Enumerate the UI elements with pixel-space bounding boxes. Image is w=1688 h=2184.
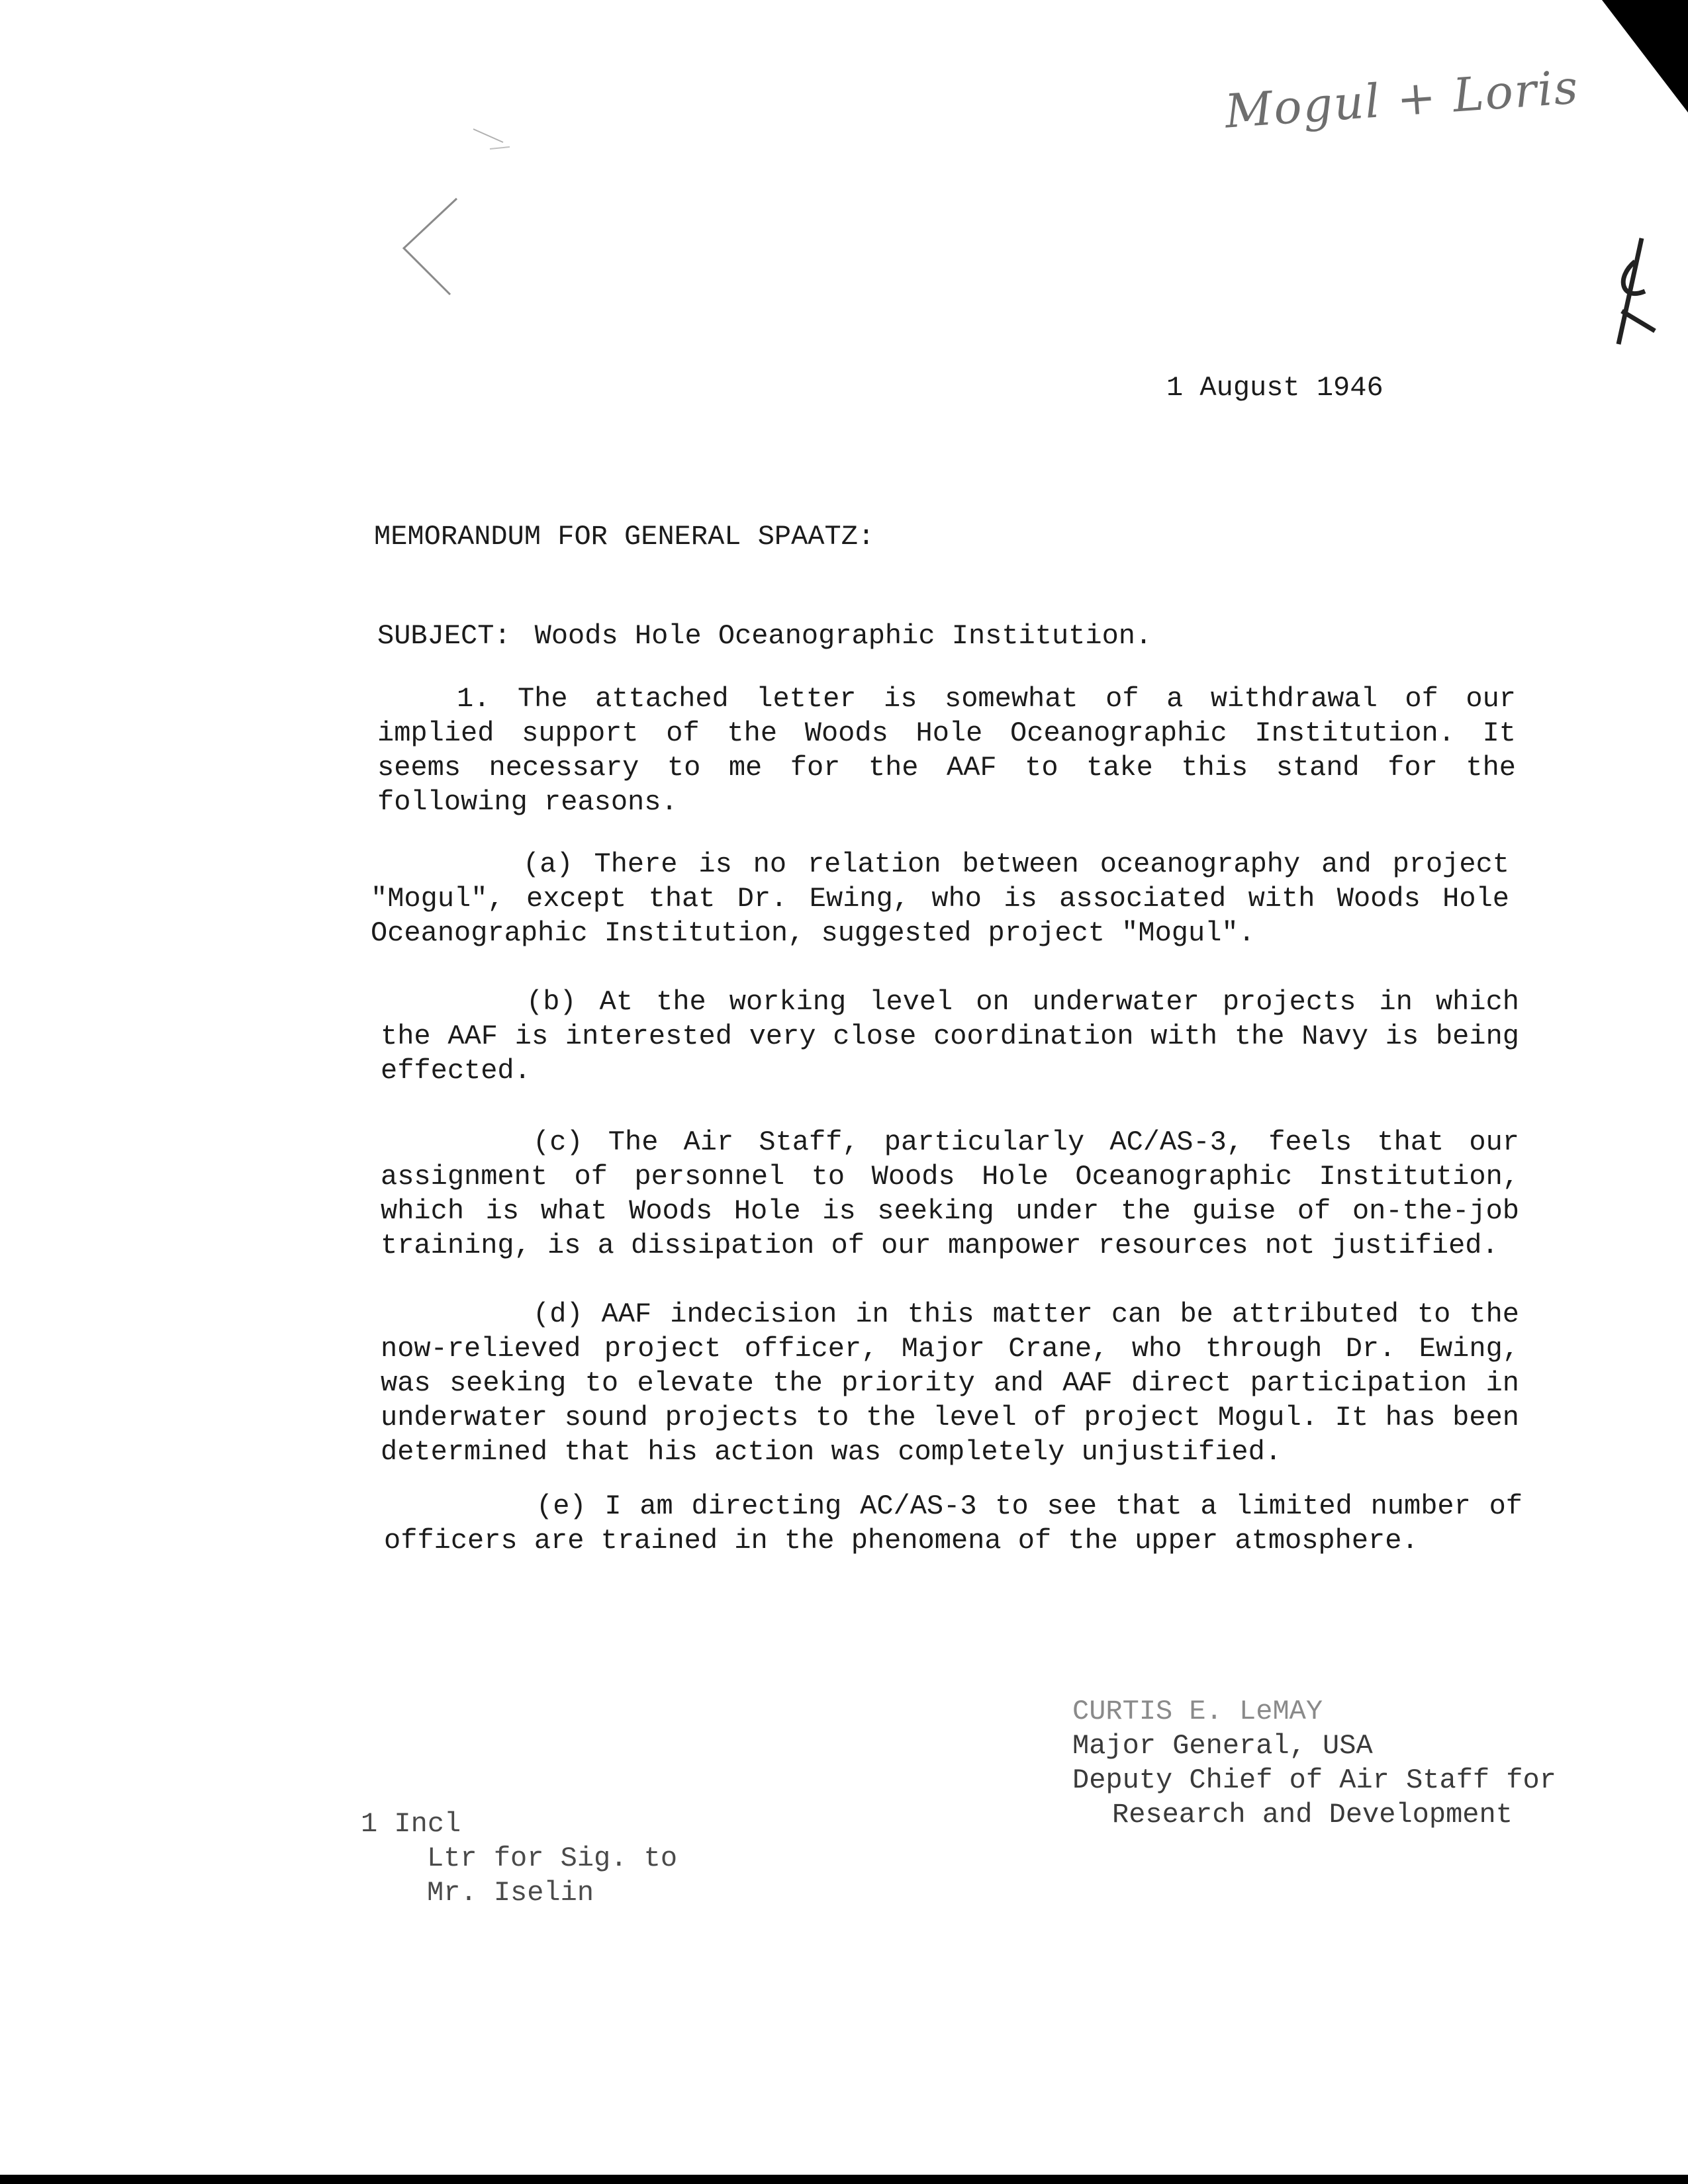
paragraph-c: (c) The Air Staff, particularly AC/AS-3, feels that our assignment of personnel to Woods Hole Oceanographic Institution, which is what Woods Hole is seeking under the guise of on-the-job training, is a dissipation of our manpower resources not justified. (381, 1126, 1519, 1261)
signer-name: CURTIS E. LeMAY (1072, 1696, 1323, 1727)
paragraph-1: 1. The attached letter is somewhat of a withdrawal of our implied support of the Woods Hole Oceanographic Institution. It seems necessary to me for the AAF to take this stand for the following reasons. (377, 683, 1516, 818)
signer-title-line1: Deputy Chief of Air Staff for (1072, 1764, 1556, 1796)
scan-bottom-edge (0, 2175, 1688, 2184)
handwritten-note: Mogul + Loris (1223, 60, 1581, 139)
memo-subject (377, 619, 1152, 653)
enclosure-line2: Mr. Iselin (427, 1877, 594, 1909)
subject-text: Woods Hole Oceanographic Institution. (534, 620, 1152, 652)
subject-label: SUBJECT: (377, 620, 511, 652)
paragraph-d: (d) AAF indecision in this matter can be attributed to the now-relieved project officer, Major Crane, who through Dr. Ewing, was seeking to elevate the priority and AAF direct participation in underwater sound projects to the level of project Mogul. It has been determined that his action was completely unjustified. (381, 1298, 1519, 1468)
paragraph-b: (b) At the working level on underwater projects in which the AAF is interested very close coordination with the Navy is being effected. (381, 986, 1519, 1087)
page-corner-shadow (1602, 0, 1688, 113)
memo-date: 1 August 1946 (1166, 372, 1383, 404)
paragraph-e: (e) I am directing AC/AS-3 to see that a limited number of officers are trained in the phenomena of the upper atmosphere. (384, 1490, 1523, 1557)
signature-block (1072, 1694, 1556, 1832)
paragraph-a: (a) There is no relation between oceanography and project "Mogul", except that Dr. Ewing, who is associated with Woods Hole Oceanographic Institution, suggested project "Mogul". (371, 848, 1509, 949)
signer-title-line2: Research and Development (1112, 1799, 1513, 1831)
signer-rank: Major General, USA (1072, 1730, 1373, 1762)
enclosure-count: 1 Incl (361, 1808, 461, 1840)
enclosure-block (361, 1807, 677, 1910)
stray-pen-marks (0, 0, 1688, 397)
memo-recipient: MEMORANDUM FOR GENERAL SPAATZ: (374, 521, 875, 553)
enclosure-line1: Ltr for Sig. to (427, 1843, 678, 1874)
